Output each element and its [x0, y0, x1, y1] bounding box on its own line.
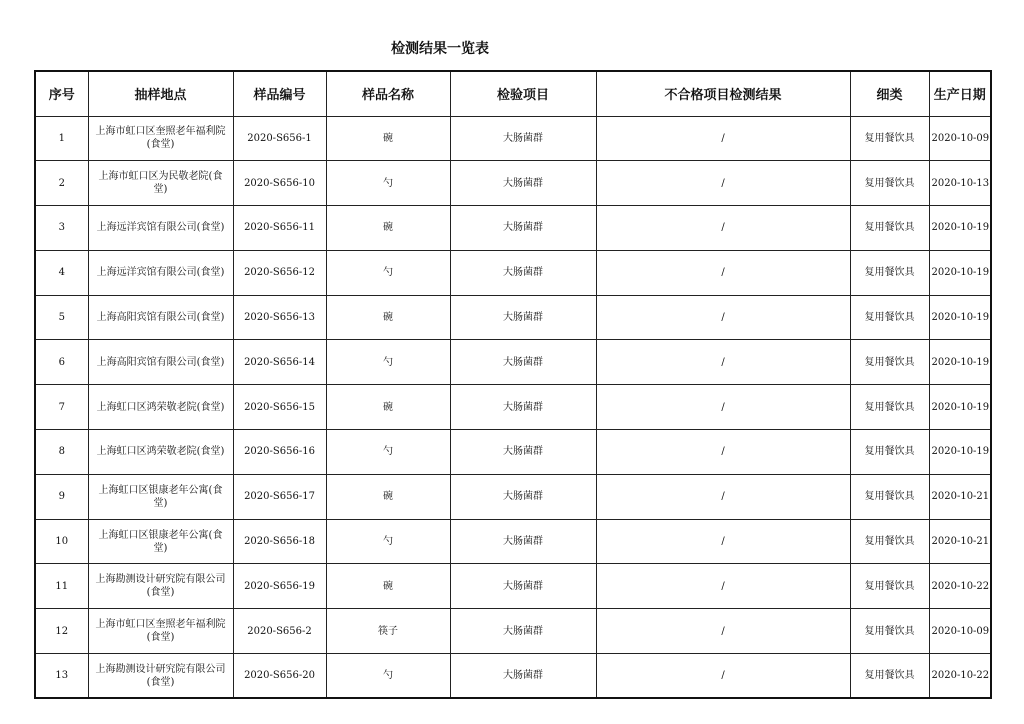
header-site: 抽样地点 — [88, 71, 233, 116]
cell-category: 复用餐饮具 — [850, 564, 929, 609]
table-row — [35, 206, 991, 251]
cell-sample-no: 2020-S656-15 — [233, 385, 326, 430]
cell-category: 复用餐饮具 — [850, 206, 929, 251]
cell-sample-no: 2020-S656-16 — [233, 430, 326, 475]
cell-item: 大肠菌群 — [450, 385, 596, 430]
cell-site: 上海虹口区鸿荣敬老院(食堂) — [88, 385, 233, 430]
header-date: 生产日期 — [929, 71, 991, 116]
cell-seq: 1 — [35, 116, 88, 161]
header-category: 细类 — [850, 71, 929, 116]
page-title: 检测结果一览表 — [391, 41, 489, 57]
cell-date: 2020-10-21 — [929, 474, 991, 519]
cell-site: 上海虹口区银康老年公寓(食堂) — [88, 519, 233, 564]
table-row — [35, 340, 991, 385]
header-seq: 序号 — [35, 71, 88, 116]
cell-category: 复用餐饮具 — [850, 116, 929, 161]
cell-date: 2020-10-13 — [929, 161, 991, 206]
cell-result: / — [596, 161, 850, 206]
cell-site: 上海高阳宾馆有限公司(食堂) — [88, 295, 233, 340]
cell-category: 复用餐饮具 — [850, 295, 929, 340]
cell-date: 2020-10-22 — [929, 654, 991, 699]
cell-category: 复用餐饮具 — [850, 385, 929, 430]
cell-date: 2020-10-19 — [929, 430, 991, 475]
cell-date: 2020-10-22 — [929, 564, 991, 609]
cell-result: / — [596, 474, 850, 519]
header-sample-name: 样品名称 — [326, 71, 450, 116]
cell-seq: 2 — [35, 161, 88, 206]
cell-item: 大肠菌群 — [450, 161, 596, 206]
cell-item: 大肠菌群 — [450, 116, 596, 161]
cell-site: 上海勘测设计研究院有限公司(食堂) — [88, 564, 233, 609]
cell-sample-name: 勺 — [326, 161, 450, 206]
cell-sample-name: 碗 — [326, 385, 450, 430]
cell-sample-name: 勺 — [326, 250, 450, 295]
cell-item: 大肠菌群 — [450, 609, 596, 654]
header-sample-no: 样品编号 — [233, 71, 326, 116]
cell-item: 大肠菌群 — [450, 206, 596, 251]
cell-result: / — [596, 116, 850, 161]
header-result: 不合格项目检测结果 — [596, 71, 850, 116]
cell-date: 2020-10-19 — [929, 206, 991, 251]
cell-result: / — [596, 609, 850, 654]
cell-category: 复用餐饮具 — [850, 609, 929, 654]
cell-site: 上海市虹口区奎照老年福利院(食堂) — [88, 609, 233, 654]
cell-site: 上海远洋宾馆有限公司(食堂) — [88, 206, 233, 251]
cell-seq: 13 — [35, 654, 88, 699]
cell-seq: 6 — [35, 340, 88, 385]
cell-sample-name: 碗 — [326, 116, 450, 161]
cell-sample-name: 勺 — [326, 430, 450, 475]
cell-date: 2020-10-09 — [929, 116, 991, 161]
cell-category: 复用餐饮具 — [850, 654, 929, 699]
cell-sample-no: 2020-S656-14 — [233, 340, 326, 385]
cell-result: / — [596, 385, 850, 430]
cell-date: 2020-10-19 — [929, 295, 991, 340]
cell-sample-name: 碗 — [326, 474, 450, 519]
table-row — [35, 385, 991, 430]
cell-sample-no: 2020-S656-11 — [233, 206, 326, 251]
cell-sample-no: 2020-S656-1 — [233, 116, 326, 161]
cell-site: 上海远洋宾馆有限公司(食堂) — [88, 250, 233, 295]
cell-item: 大肠菌群 — [450, 654, 596, 699]
cell-sample-name: 碗 — [326, 206, 450, 251]
cell-result: / — [596, 654, 850, 699]
table-row — [35, 609, 991, 654]
table-body — [35, 116, 991, 698]
cell-sample-name: 碗 — [326, 564, 450, 609]
cell-sample-no: 2020-S656-19 — [233, 564, 326, 609]
cell-date: 2020-10-09 — [929, 609, 991, 654]
cell-category: 复用餐饮具 — [850, 340, 929, 385]
cell-seq: 4 — [35, 250, 88, 295]
table-row — [35, 116, 991, 161]
cell-seq: 7 — [35, 385, 88, 430]
cell-item: 大肠菌群 — [450, 474, 596, 519]
table-row — [35, 519, 991, 564]
cell-sample-name: 勺 — [326, 340, 450, 385]
cell-item: 大肠菌群 — [450, 519, 596, 564]
cell-seq: 9 — [35, 474, 88, 519]
cell-sample-no: 2020-S656-17 — [233, 474, 326, 519]
cell-seq: 10 — [35, 519, 88, 564]
cell-result: / — [596, 519, 850, 564]
cell-site: 上海市虹口区为民敬老院(食堂) — [88, 161, 233, 206]
cell-result: / — [596, 340, 850, 385]
cell-date: 2020-10-21 — [929, 519, 991, 564]
header-item: 检验项目 — [450, 71, 596, 116]
cell-category: 复用餐饮具 — [850, 250, 929, 295]
cell-seq: 8 — [35, 430, 88, 475]
cell-result: / — [596, 430, 850, 475]
cell-category: 复用餐饮具 — [850, 161, 929, 206]
cell-sample-no: 2020-S656-2 — [233, 609, 326, 654]
cell-site: 上海勘测设计研究院有限公司(食堂) — [88, 654, 233, 699]
cell-seq: 12 — [35, 609, 88, 654]
header-row — [35, 71, 991, 116]
table-row — [35, 654, 991, 699]
table-row — [35, 474, 991, 519]
cell-sample-name: 勺 — [326, 654, 450, 699]
cell-site: 上海虹口区鸿荣敬老院(食堂) — [88, 430, 233, 475]
cell-result: / — [596, 564, 850, 609]
cell-sample-name: 筷子 — [326, 609, 450, 654]
cell-item: 大肠菌群 — [450, 564, 596, 609]
cell-sample-no: 2020-S656-10 — [233, 161, 326, 206]
cell-site: 上海高阳宾馆有限公司(食堂) — [88, 340, 233, 385]
cell-seq: 5 — [35, 295, 88, 340]
cell-seq: 11 — [35, 564, 88, 609]
table-row — [35, 430, 991, 475]
cell-result: / — [596, 295, 850, 340]
cell-sample-no: 2020-S656-20 — [233, 654, 326, 699]
table-row — [35, 250, 991, 295]
cell-sample-name: 勺 — [326, 519, 450, 564]
cell-date: 2020-10-19 — [929, 340, 991, 385]
cell-item: 大肠菌群 — [450, 430, 596, 475]
cell-item: 大肠菌群 — [450, 250, 596, 295]
cell-site: 上海虹口区银康老年公寓(食堂) — [88, 474, 233, 519]
cell-seq: 3 — [35, 206, 88, 251]
table-row — [35, 564, 991, 609]
cell-date: 2020-10-19 — [929, 250, 991, 295]
cell-result: / — [596, 250, 850, 295]
cell-item: 大肠菌群 — [450, 295, 596, 340]
cell-category: 复用餐饮具 — [850, 519, 929, 564]
cell-sample-no: 2020-S656-12 — [233, 250, 326, 295]
results-table — [34, 70, 992, 699]
table-row — [35, 295, 991, 340]
cell-date: 2020-10-19 — [929, 385, 991, 430]
cell-sample-no: 2020-S656-13 — [233, 295, 326, 340]
cell-result: / — [596, 206, 850, 251]
cell-site: 上海市虹口区奎照老年福利院(食堂) — [88, 116, 233, 161]
cell-category: 复用餐饮具 — [850, 474, 929, 519]
cell-sample-no: 2020-S656-18 — [233, 519, 326, 564]
cell-sample-name: 碗 — [326, 295, 450, 340]
table-row — [35, 161, 991, 206]
cell-category: 复用餐饮具 — [850, 430, 929, 475]
cell-item: 大肠菌群 — [450, 340, 596, 385]
